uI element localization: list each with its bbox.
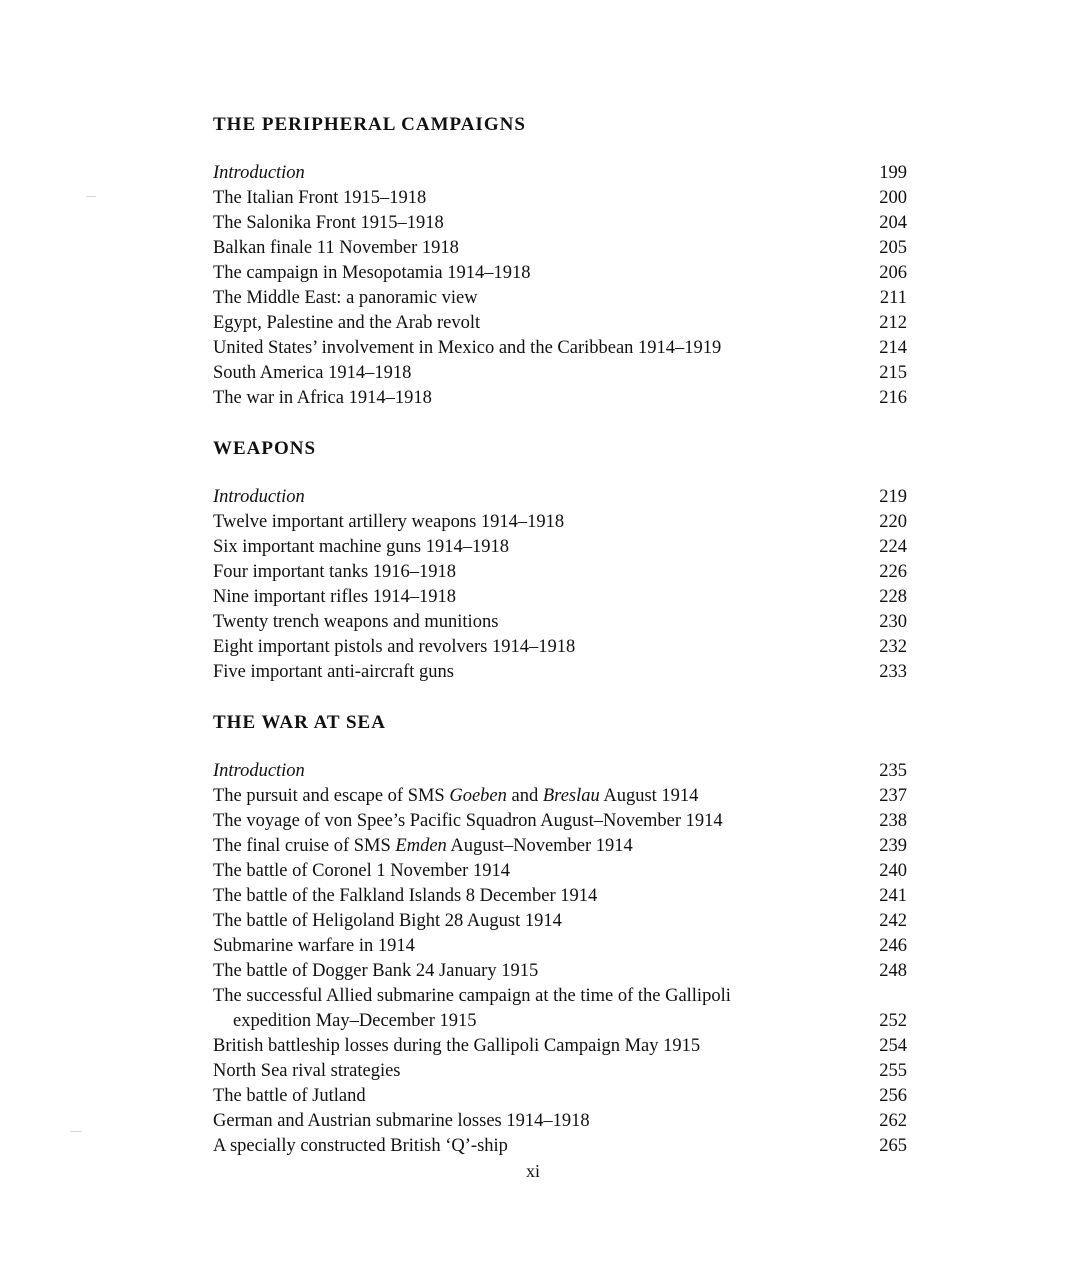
toc-entry[interactable] [213,1134,907,1159]
toc-entry[interactable] [213,809,907,834]
toc-entry[interactable] [213,834,907,859]
ship-name-goeben: Goeben [449,786,507,806]
entry-page: 235 [879,761,907,781]
entry-page: 242 [879,911,907,931]
entry-page: 211 [879,288,907,308]
entry-title: Submarine warfare in 1914 [213,936,415,956]
toc-entry[interactable] [213,261,907,286]
toc-entry[interactable] [213,934,907,959]
section-peripheral-campaigns [213,112,907,411]
entry-page: 246 [879,936,907,956]
toc-entry[interactable] [213,909,907,934]
entry-page: 200 [879,188,907,208]
entry-title: Introduction [213,163,305,183]
toc-entry[interactable] [213,560,907,585]
entry-title: German and Austrian submarine losses 1914–1918 [213,1111,590,1131]
entry-page: 241 [879,886,907,906]
toc-entry[interactable] [213,535,907,560]
entry-title: The battle of Dogger Bank 24 January 1915 [213,961,539,981]
entry-title-text: and [506,786,543,806]
entry-page: 226 [879,562,907,582]
toc-entry[interactable] [213,286,907,311]
page-folio: xi [525,1161,540,1181]
entry-page: 230 [879,612,907,632]
scan-margin-mark [86,196,96,197]
entry-title: The battle of Jutland [213,1086,366,1106]
entry-title: Four important tanks 1916–1918 [213,562,457,582]
toc-entry[interactable] [213,660,907,685]
entry-title-line: The successful Allied submarine campaign at the time of the Gallipoli [213,986,731,1006]
toc-entry[interactable] [213,1109,907,1134]
entry-page: 224 [879,537,907,557]
entry-list [213,161,907,411]
entry-title: Nine important rifles 1914–1918 [213,587,457,607]
entry-page: 228 [879,587,907,607]
toc-entry[interactable] [213,585,907,610]
entry-title: United States’ involvement in Mexico and the Caribbean 1914–1919 [213,338,722,358]
entry-list [213,759,907,1159]
entry-title: The battle of Heligoland Bight 28 August 1914 [213,911,562,931]
entry-title: The battle of Coronel 1 November 1914 [213,861,510,881]
entry-title: Introduction [213,487,305,507]
entry-page: 206 [879,263,907,283]
toc-entry[interactable] [213,186,907,211]
entry-title: The Salonika Front 1915–1918 [213,213,444,233]
ship-name-emden: Emden [395,836,447,856]
entry-page: 205 [879,238,907,258]
toc-entry[interactable] [213,1084,907,1109]
entry-title [213,784,847,809]
toc-entry[interactable] [213,336,907,361]
entry-title: The Italian Front 1915–1918 [213,188,427,208]
section-heading: WEAPONS [213,438,317,459]
toc-entry[interactable] [213,635,907,660]
entry-title: North Sea rival strategies [213,1061,401,1081]
toc-entry[interactable] [213,859,907,884]
entry-page: 240 [879,861,907,881]
entry-page: 255 [879,1061,907,1081]
entry-title: Twelve important artillery weapons 1914–1918 [213,512,565,532]
entry-page: 216 [879,388,907,408]
entry-page: 220 [879,512,907,532]
toc-entry[interactable] [213,984,907,1034]
entry-page: 237 [879,786,907,806]
toc-entry[interactable] [213,1059,907,1084]
entry-title-text: The pursuit and escape of SMS [213,786,450,806]
entry-page: 262 [879,1111,907,1131]
entry-page: 212 [879,313,907,333]
toc-entry[interactable] [213,211,907,236]
entry-title: British battleship losses during the Gallipoli Campaign May 1915 [213,1036,701,1056]
entry-title: The Middle East: a panoramic view [213,288,478,308]
entry-page: 219 [879,487,907,507]
entry-page: 256 [879,1086,907,1106]
entry-title: The war in Africa 1914–1918 [213,388,432,408]
toc-entry[interactable] [213,784,907,809]
entry-page: 252 [879,1011,907,1031]
toc-entry[interactable] [213,884,907,909]
entry-list [213,485,907,685]
entry-page: 254 [879,1036,907,1056]
entry-title: The battle of the Falkland Islands 8 December 1914 [213,886,598,906]
entry-title [213,984,847,1034]
entry-title: Egypt, Palestine and the Arab revolt [213,313,481,333]
ship-name-breslau: Breslau [542,786,600,806]
section-heading: THE PERIPHERAL CAMPAIGNS [213,114,526,135]
toc-entry[interactable] [213,311,907,336]
toc-entry[interactable] [213,386,907,411]
entry-page: 248 [879,961,907,981]
toc-entry[interactable] [213,361,907,386]
toc-entry[interactable] [213,161,907,186]
entry-title: South America 1914–1918 [213,363,412,383]
scan-margin-mark [70,1131,82,1132]
entry-page: 199 [879,163,907,183]
entry-title: Six important machine guns 1914–1918 [213,537,509,557]
entry-title: Twenty trench weapons and munitions [213,612,499,632]
entry-title: Introduction [213,761,305,781]
toc-entry[interactable] [213,759,907,784]
entry-page: 214 [879,338,907,358]
entry-page: 215 [879,363,907,383]
toc-entry[interactable] [213,959,907,984]
entry-title-line: expedition May–December 1915 [233,1011,477,1031]
entry-title: The voyage of von Spee’s Pacific Squadron August–November 1914 [213,811,723,831]
toc-entry[interactable] [213,485,907,510]
section-war-at-sea [213,710,907,1159]
toc-entry[interactable] [213,1034,907,1059]
toc-entry[interactable] [213,610,907,635]
entry-title: Five important anti-aircraft guns [213,662,454,682]
entry-title: A specially constructed British ‘Q’-ship [213,1136,508,1156]
entry-title: Eight important pistols and revolvers 1914–1918 [213,637,576,657]
entry-title-text: August–November 1914 [446,836,633,856]
entry-title-text: The final cruise of SMS [213,836,396,856]
section-weapons [213,436,907,685]
section-heading: THE WAR AT SEA [213,712,386,733]
entry-page: 265 [879,1136,907,1156]
entry-page: 238 [879,811,907,831]
entry-title [213,834,847,859]
entry-title-text: August 1914 [599,786,699,806]
entry-title: The campaign in Mesopotamia 1914–1918 [213,263,531,283]
entry-page: 239 [879,836,907,856]
entry-page: 232 [879,637,907,657]
entry-page: 233 [879,662,907,682]
toc-entry[interactable] [213,510,907,535]
entry-page: 204 [879,213,907,233]
toc-entry[interactable] [213,236,907,261]
entry-title: Balkan finale 11 November 1918 [213,238,459,258]
